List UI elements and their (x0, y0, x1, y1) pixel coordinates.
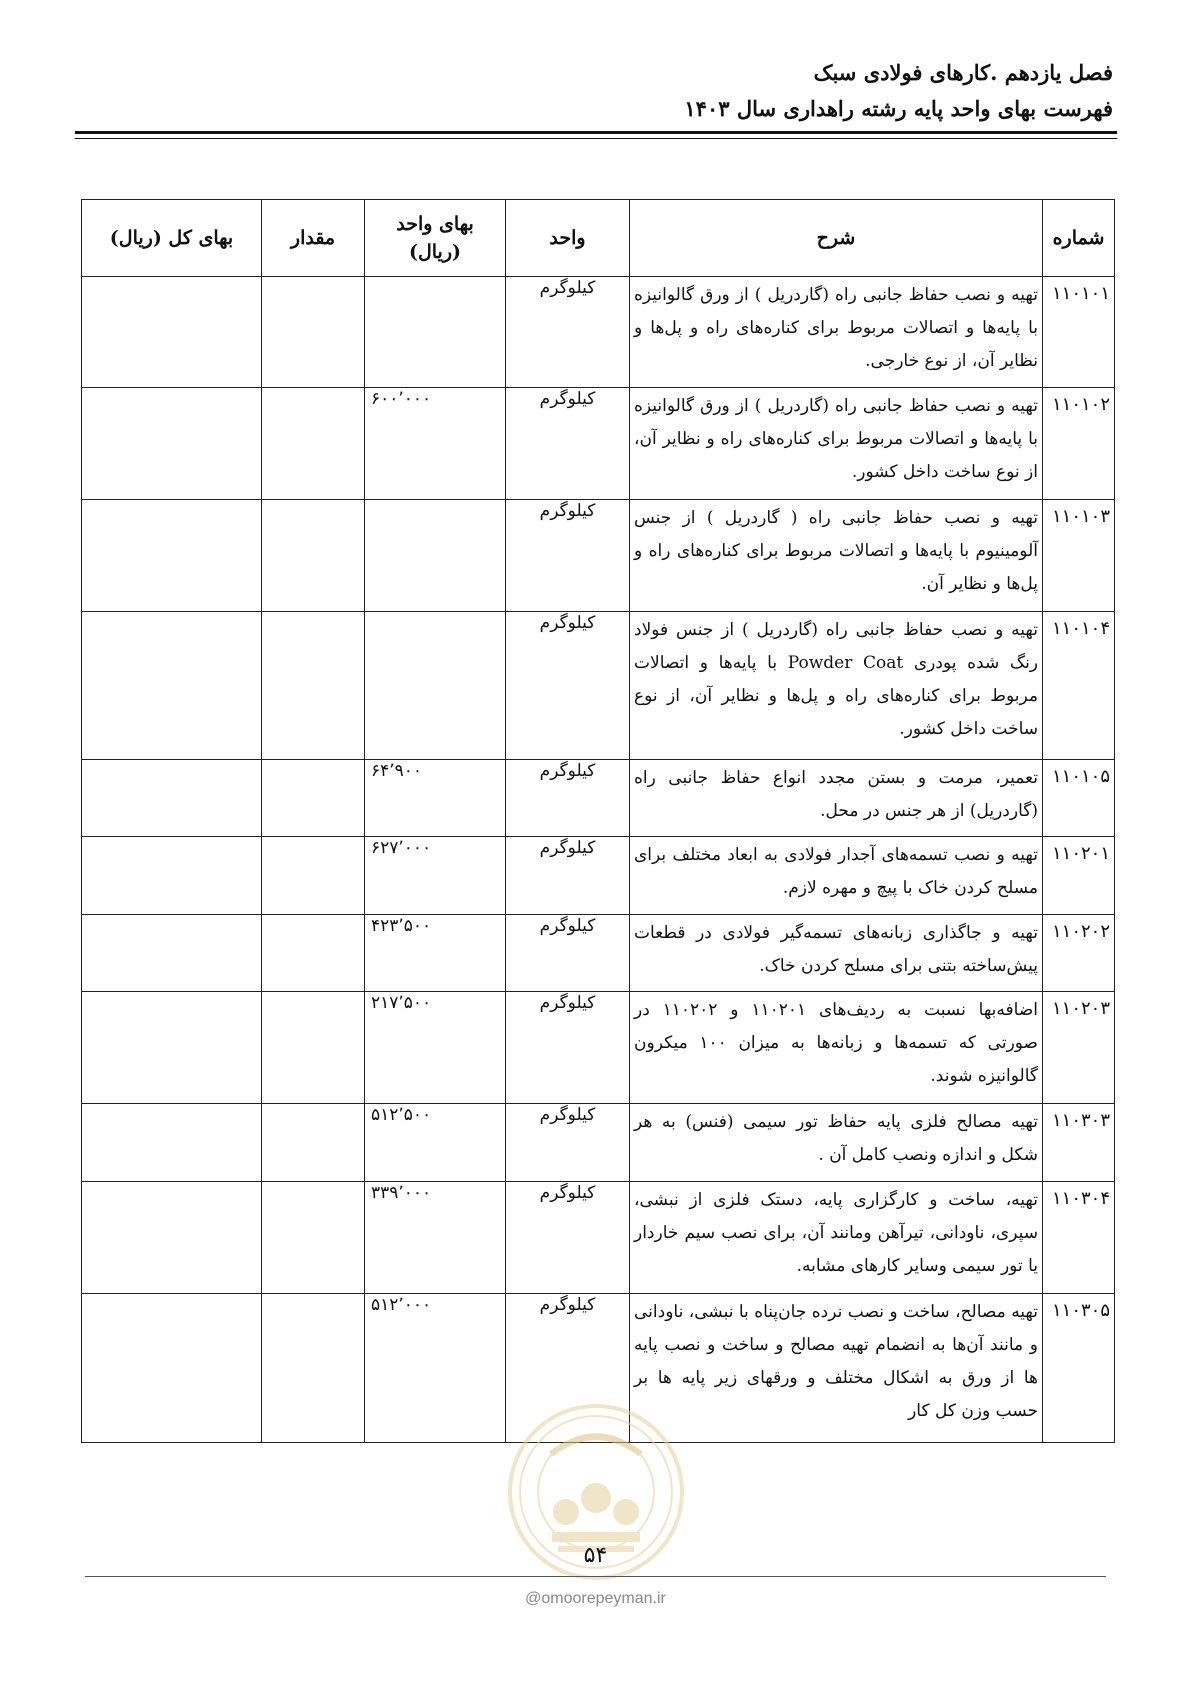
item-total-price (82, 1182, 262, 1294)
item-quantity (262, 1104, 365, 1182)
col-header-unit-price-label: بهای واحد (396, 212, 474, 235)
item-unit: کیلوگرم (506, 760, 630, 837)
table-row (82, 915, 1115, 992)
item-quantity (262, 992, 365, 1104)
item-total-price (82, 388, 262, 500)
item-code: ۱۱۰۳۰۴ (1043, 1182, 1115, 1294)
item-unit: کیلوگرم (506, 1182, 630, 1294)
item-quantity (262, 760, 365, 837)
item-quantity (262, 837, 365, 915)
item-unit-price (365, 277, 506, 388)
item-unit-price: ۲۱۷٬۵۰۰ (365, 992, 506, 1104)
item-unit: کیلوگرم (506, 1294, 630, 1443)
table-row (82, 992, 1115, 1104)
header-rule-thin (75, 138, 1117, 139)
table-header-row (82, 200, 1115, 277)
item-unit-price (365, 612, 506, 760)
chapter-title: فصل یازدهم .کارهای فولادی سبک (813, 60, 1113, 85)
item-quantity (262, 277, 365, 388)
item-unit-price: ۶۰۰٬۰۰۰ (365, 388, 506, 500)
item-code: ۱۱۰۱۰۵ (1043, 760, 1115, 837)
item-description: تهیه و نصب حفاظ جانبی راه (گاردریل ) از جنس فولاد رنگ شده پودری Powder Coat با پایه‌ها و اتصالات مربوط برای کناره‌های راه و پل‌ها و نظایر آن، از نوع ساخت داخل کشور. (630, 612, 1043, 760)
footer-rule (85, 1576, 1106, 1577)
item-total-price (82, 500, 262, 612)
item-total-price (82, 612, 262, 760)
item-total-price (82, 992, 262, 1104)
item-description: تعمیر، مرمت و بستن مجدد انواع حفاظ جانبی راه (گاردریل) از هر جنس در محل. (630, 760, 1043, 837)
table-row (82, 388, 1115, 500)
table-row (82, 1182, 1115, 1294)
item-unit-price: ۵۱۲٬۵۰۰ (365, 1104, 506, 1182)
page-number: ۵۴ (583, 1543, 608, 1568)
table-row (82, 837, 1115, 915)
table-row (82, 1104, 1115, 1182)
item-code: ۱۱۰۲۰۲ (1043, 915, 1115, 992)
item-unit: کیلوگرم (506, 837, 630, 915)
item-code: ۱۱۰۲۰۱ (1043, 837, 1115, 915)
item-unit-price: ۴۲۳٬۵۰۰ (365, 915, 506, 992)
document-subtitle: فهرست بهای واحد پایه رشته راهداری سال ۱۴۰۳ (684, 96, 1113, 121)
table-row (82, 760, 1115, 837)
col-header-quantity: مقدار (262, 200, 365, 277)
item-description: تهیه و نصب حفاظ جانبی راه (گاردریل ) از ورق گالوانیزه با پایه‌ها و اتصالات مربوط برای کناره‌های راه و نظایر آن، از نوع ساخت داخل کشور. (630, 388, 1043, 500)
item-unit-price: ۳۳۹٬۰۰۰ (365, 1182, 506, 1294)
item-description: تهیه مصالح فلزی پایه حفاظ تور سیمی (فنس) به هر شکل و اندازه ونصب کامل آن . (630, 1104, 1043, 1182)
item-quantity (262, 1294, 365, 1443)
footer-url: @omoorepeyman.ir (525, 1590, 666, 1607)
item-total-price (82, 1104, 262, 1182)
item-total-price (82, 760, 262, 837)
item-unit: کیلوگرم (506, 915, 630, 992)
item-quantity (262, 612, 365, 760)
price-table (81, 199, 1115, 1443)
item-quantity (262, 915, 365, 992)
item-description: تهیه، ساخت و کارگزاری پایه، دستک فلزی از نبشی، سپری، ناودانی، تیرآهن ومانند آن، برای نصب سیم خاردار یا تور سیمی وسایر کارهای مشابه. (630, 1182, 1043, 1294)
item-unit-price (365, 500, 506, 612)
item-total-price (82, 837, 262, 915)
item-unit-price: ۶۲۷٬۰۰۰ (365, 837, 506, 915)
item-description: تهیه و نصب تسمه‌های آجدار فولادی به ابعاد مختلف برای مسلح کردن خاک با پیچ و مهره لازم. (630, 837, 1043, 915)
col-header-total-price: بهای کل (ریال) (82, 200, 262, 277)
item-description: تهیه و جاگذاری زبانه‌های تسمه‌گیر فولادی در قطعات پیش‌ساخته بتنی برای مسلح کردن خاک. (630, 915, 1043, 992)
item-description: اضافه‌بها نسبت به ردیف‌های ۱۱۰۲۰۱ و ۱۱۰۲۰۲ در صورتی که تسمه‌ها و زبانه‌ها به میزان ۱۰۰ میکرون گالوانیزه شوند. (630, 992, 1043, 1104)
item-total-price (82, 277, 262, 388)
table-row (82, 612, 1115, 760)
item-code: ۱۱۰۲۰۳ (1043, 992, 1115, 1104)
table-row (82, 277, 1115, 388)
col-header-unit-price-currency: (ریال) (408, 241, 462, 263)
item-description: تهیه مصالح، ساخت و نصب نرده جان‌پناه با نبشی، ناودانی و مانند آن‌ها به انضمام تهیه مصالح و ساخت و نصب پایه ها از ورق به اشکال مختلف و ورقهای زیر پایه ها بر حسب وزن کل کار (630, 1294, 1043, 1443)
item-description: تهیه و نصب حفاظ جانبی راه (گاردریل ) از ورق گالوانیزه با پایه‌ها و اتصالات مربوط برای کناره‌های راه و پل‌ها و نظایر آن، از نوع خارجی. (630, 277, 1043, 388)
item-unit: کیلوگرم (506, 992, 630, 1104)
col-header-code: شماره (1043, 200, 1115, 277)
item-unit-price: ۵۱۲٬۰۰۰ (365, 1294, 506, 1443)
item-unit: کیلوگرم (506, 1104, 630, 1182)
item-code: ۱۱۰۱۰۴ (1043, 612, 1115, 760)
item-total-price (82, 915, 262, 992)
item-total-price (82, 1294, 262, 1443)
item-code: ۱۱۰۱۰۱ (1043, 277, 1115, 388)
item-unit: کیلوگرم (506, 612, 630, 760)
table-row (82, 500, 1115, 612)
item-code: ۱۱۰۳۰۵ (1043, 1294, 1115, 1443)
col-header-unit: واحد (506, 200, 630, 277)
item-unit: کیلوگرم (506, 277, 630, 388)
item-quantity (262, 1182, 365, 1294)
col-header-unit-price (365, 200, 506, 277)
item-unit: کیلوگرم (506, 388, 630, 500)
item-description: تهیه و نصب حفاظ جانبی راه ( گاردریل ) از جنس آلومینیوم با پایه‌ها و اتصالات مربوط برای کناره‌های راه و پل‌ها و نظایر آن. (630, 500, 1043, 612)
item-unit-price: ۶۴٬۹۰۰ (365, 760, 506, 837)
item-code: ۱۱۰۳۰۳ (1043, 1104, 1115, 1182)
item-unit: کیلوگرم (506, 500, 630, 612)
col-header-description: شرح (630, 200, 1043, 277)
header-rule-thick (75, 131, 1117, 134)
item-code: ۱۱۰۱۰۲ (1043, 388, 1115, 500)
item-code: ۱۱۰۱۰۳ (1043, 500, 1115, 612)
item-quantity (262, 388, 365, 500)
item-quantity (262, 500, 365, 612)
